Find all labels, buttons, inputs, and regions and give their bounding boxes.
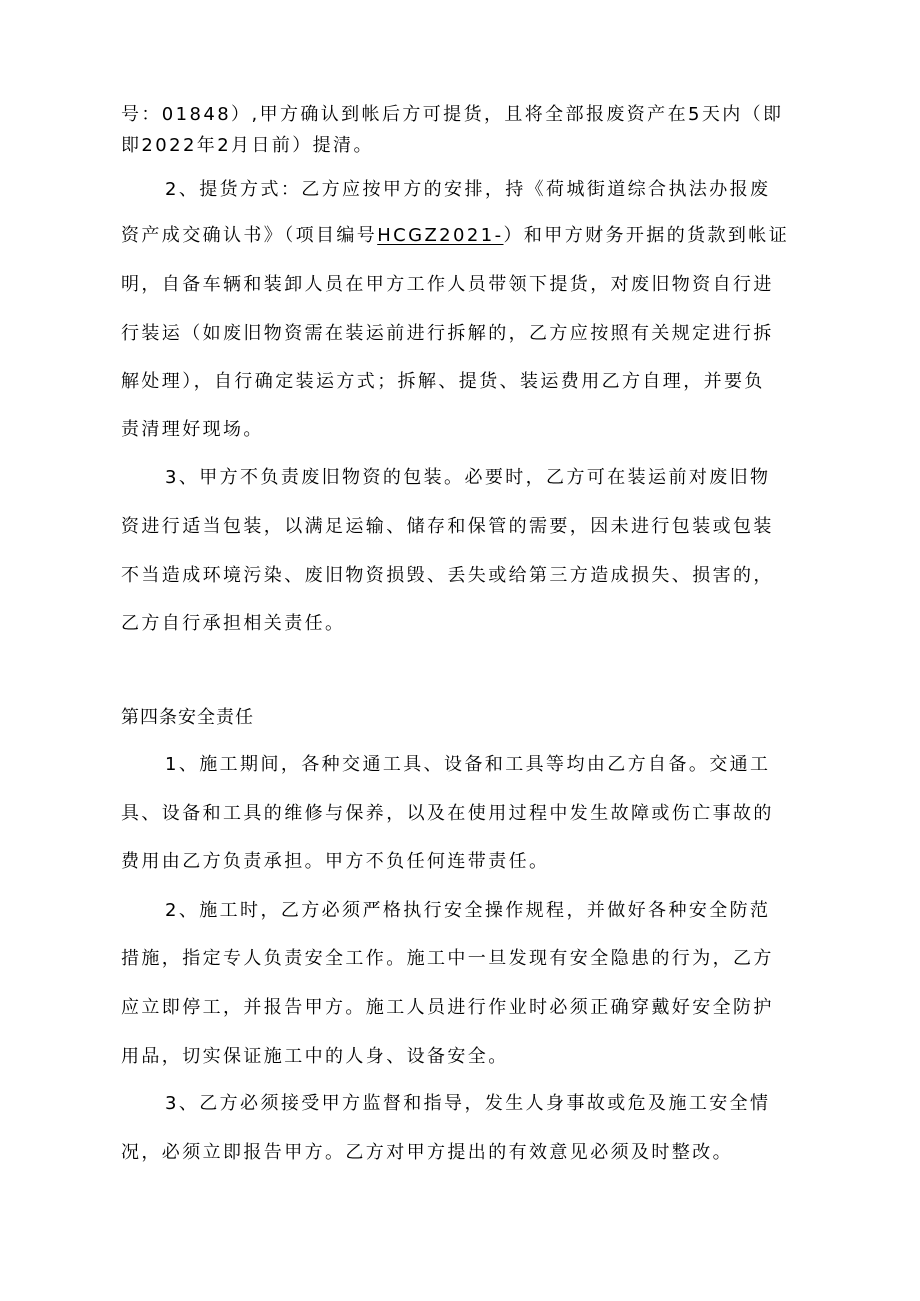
text-line: 应立即停工，并报告甲方。施工人员进行作业时必须正确穿戴好安全防护 [121, 997, 774, 1018]
text-line: 2、施工时，乙方必须严格执行安全操作规程，并做好各种安全防范 [165, 900, 771, 921]
text-fragment: ）和甲方财务开据的货款到帐证 [503, 225, 790, 246]
text-line: 明，自备车辆和装卸人员在甲方工作人员带领下提货，对废旧物资自行进 [121, 274, 774, 295]
text-line: 3、甲方不负责废旧物资的包装。必要时，乙方可在装运前对废旧物 [165, 467, 771, 488]
text-line: 3、乙方必须接受甲方监督和指导，发生人身事故或危及施工安全情 [165, 1093, 771, 1114]
text-line: 措施，指定专人负责安全工作。施工中一旦发现有安全隐患的行为，乙方 [121, 948, 774, 969]
text-line: 解处理），自行确定装运方式；拆解、提货、装运费用乙方自理，并要负 [121, 371, 765, 392]
text-line: 责清理好现场。 [121, 419, 264, 440]
text-line: 况，必须立即报告甲方。乙方对甲方提出的有效意见必须及时整改。 [121, 1142, 733, 1163]
text-line: 号：01848）,甲方确认到帐后方可提货，且将全部报废资产在5天内（即 [121, 104, 784, 125]
section-heading: 第四条安全责任 [121, 707, 254, 728]
text-fragment: 资产成交确认书》（项目编号 [121, 225, 378, 246]
text-line: 即2022年2月日前）提清。 [121, 135, 374, 156]
text-line: 具、设备和工具的维修与保养，以及在使用过程中发生故障或伤亡事故的 [121, 803, 774, 824]
text-line: 2、提货方式：乙方应按甲方的安排，持《荷城街道综合执法办报废 [165, 179, 771, 200]
text-line: 资进行适当包装，以满足运输、储存和保管的需要，因未进行包装或包装 [121, 516, 774, 537]
text-line: 行装运（如废旧物资需在装运前进行拆解的，乙方应按照有关规定进行拆 [121, 323, 774, 344]
text-line [0, 222, 920, 250]
text-line: 用品，切实保证施工中的人身、设备安全。 [121, 1046, 509, 1067]
text-line: 乙方自行承担相关责任。 [121, 613, 346, 634]
text-line: 不当造成环境污染、废旧物资损毁、丢失或给第三方造成损失、损害的， [121, 565, 774, 586]
project-number: HCGZ2021- [377, 225, 504, 246]
text-line: 费用由乙方负责承担。甲方不负任何连带责任。 [121, 851, 550, 872]
text-line: 1、施工期间，各种交通工具、设备和工具等均由乙方自备。交通工 [165, 754, 771, 775]
